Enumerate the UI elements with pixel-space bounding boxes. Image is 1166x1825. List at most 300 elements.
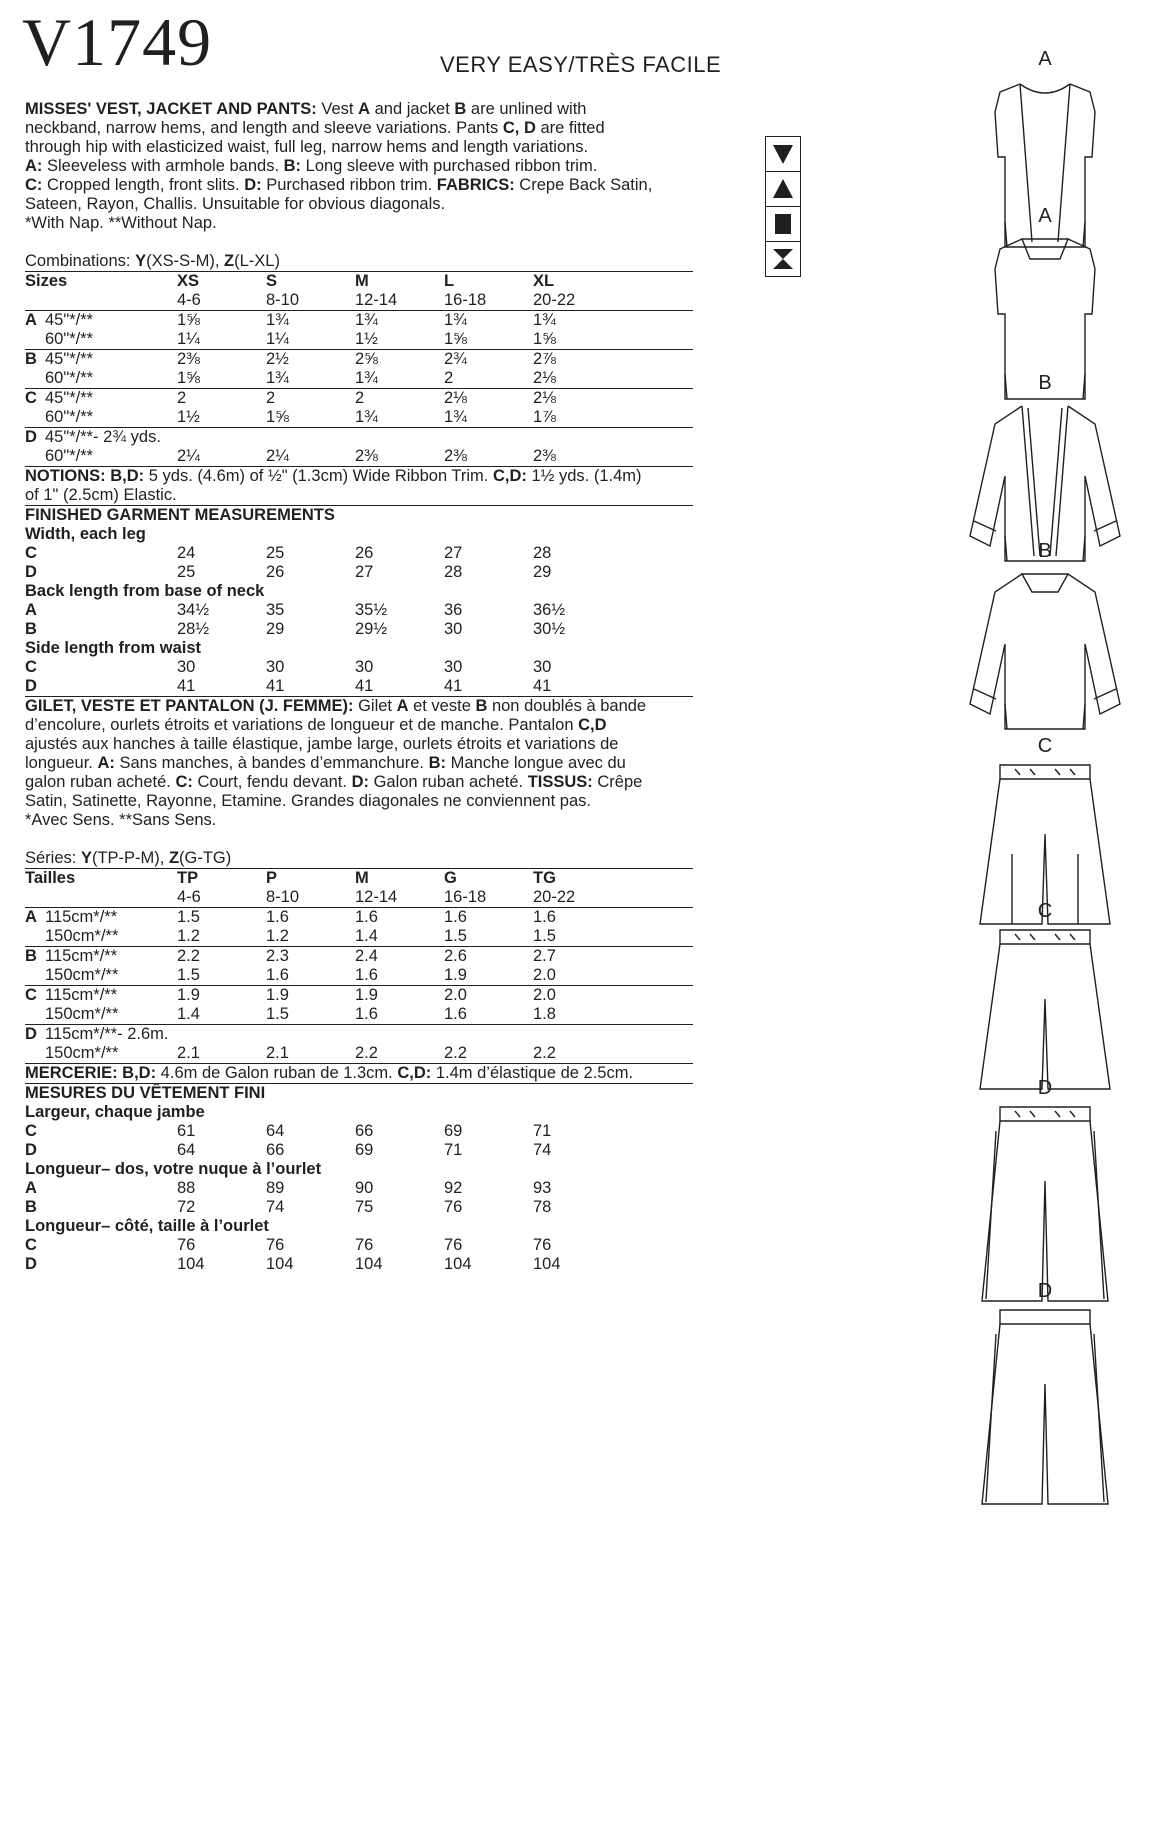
- fabric-width: 115cm*/**: [45, 947, 118, 965]
- yardage-value: 1.5: [266, 1005, 289, 1023]
- yardage-value: 2⅛: [533, 389, 556, 407]
- fr-description-line: [25, 773, 693, 792]
- text-run: neckband, narrow hems, and length and sleeve variations. Pants: [25, 119, 503, 137]
- measurement-value: 41: [533, 677, 552, 695]
- measurement-value: 25: [177, 563, 196, 581]
- size-range: 4-6: [177, 291, 201, 309]
- text-run: MISSES' VEST, JACKET AND PANTS:: [25, 100, 322, 118]
- fr-notions-line: [25, 1064, 693, 1083]
- fabric-width: 150cm*/**: [45, 1044, 119, 1062]
- measurement-row: [25, 658, 693, 677]
- measurement-value: 30: [533, 658, 552, 676]
- yardage-value: 2⅜: [444, 447, 467, 465]
- spacer: [25, 830, 693, 849]
- yardage-value: 1¾: [266, 311, 289, 329]
- text-run: C, D: [502, 119, 536, 137]
- size-range: 8-10: [266, 291, 300, 309]
- text-run: Purchased ribbon trim.: [261, 176, 437, 194]
- yardage-value: 2.0: [533, 966, 556, 984]
- view-letter: C: [25, 658, 37, 676]
- yardage-value: 2.7: [533, 947, 556, 965]
- layout-symbols-box: [765, 136, 801, 277]
- measurement-value: 26: [266, 563, 285, 581]
- measurement-value: 36: [444, 601, 463, 619]
- measurement-title: Width, each leg: [25, 525, 146, 543]
- text-run: A: [396, 697, 409, 715]
- fr-description-line: [25, 792, 693, 811]
- measurement-value: 64: [177, 1141, 196, 1159]
- measurement-value: 41: [266, 677, 285, 695]
- measurement-value: 90: [355, 1179, 374, 1197]
- yardage-value: 2⅝: [355, 350, 378, 368]
- view-letter: C: [25, 544, 37, 562]
- yardage-value: 1.9: [177, 986, 200, 1004]
- en-description-line: [25, 195, 693, 214]
- measurement-value: 76: [266, 1236, 285, 1254]
- hourglass-icon: [766, 242, 800, 276]
- text-run: Gilet: [358, 697, 397, 715]
- arrow-down-icon: [766, 137, 800, 172]
- size-code: TP: [177, 869, 199, 887]
- text-run: (G-TG): [179, 849, 232, 867]
- size-code: XL: [533, 272, 555, 290]
- size-range: 16-18: [444, 291, 487, 309]
- yardage-value: 2¾: [444, 350, 467, 368]
- text-run: D:: [244, 176, 262, 194]
- fabric-width: 60"*/**: [45, 330, 94, 348]
- measurement-title: Longueur– dos, votre nuque à l’ourlet: [25, 1160, 322, 1178]
- measurement-value: 28½: [177, 620, 210, 638]
- sketch-label: A: [1038, 48, 1052, 70]
- measurement-value: 74: [266, 1198, 285, 1216]
- combinations-text: [25, 849, 231, 868]
- size-code: P: [266, 869, 278, 887]
- measurement-heading: [25, 1103, 693, 1122]
- text-run: are unlined with: [466, 100, 587, 118]
- view-letter: D: [25, 1141, 37, 1159]
- view-letter: C: [25, 1122, 37, 1140]
- view-letter: D: [25, 1025, 37, 1043]
- yardage-value: 2.3: [266, 947, 289, 965]
- fabric-width: 115cm*/**: [45, 986, 118, 1004]
- fabric-width: 45"*/**- 2¾ yds.: [45, 428, 161, 446]
- fabric-width: 60"*/**: [45, 369, 94, 387]
- size-range: 4-6: [177, 888, 201, 906]
- measurement-value: 104: [177, 1255, 205, 1273]
- view-letter: D: [25, 677, 37, 695]
- measurement-value: 35½: [355, 601, 388, 619]
- measurement-value: 41: [177, 677, 196, 695]
- yardage-value: 2½: [266, 350, 289, 368]
- yardage-row: [25, 927, 693, 946]
- text-run: B:: [283, 157, 302, 175]
- arrow-up-icon: [766, 172, 800, 207]
- text-run: 1.4m d’élastique de 2.5cm.: [431, 1064, 634, 1082]
- measurement-row: [25, 1198, 693, 1217]
- text-run: *With Nap. **Without Nap.: [25, 214, 217, 232]
- measurements-title: MESURES DU VÊTEMENT FINI: [25, 1084, 266, 1102]
- text-run: C,D:: [492, 467, 527, 485]
- en-description: [25, 100, 693, 233]
- yardage-value: 1.6: [533, 908, 556, 926]
- yardage-row: [25, 947, 693, 966]
- view-letter: B: [25, 620, 37, 638]
- view-letter: B: [25, 947, 37, 965]
- measurement-row: [25, 1255, 693, 1274]
- text-run: Combinations:: [25, 252, 136, 270]
- measurement-value: 27: [444, 544, 463, 562]
- yardage-row: [25, 369, 693, 388]
- view-letter: A: [25, 1179, 37, 1197]
- pattern-number: V1749: [22, 4, 213, 80]
- yardage-row: [25, 447, 693, 466]
- yardage-value: 1½: [177, 408, 200, 426]
- text-run: A: [358, 100, 371, 118]
- yardage-row: [25, 966, 693, 985]
- measurement-value: 69: [355, 1141, 374, 1159]
- yardage-value: 1.9: [266, 986, 289, 1004]
- fabric-width: 150cm*/**: [45, 927, 119, 945]
- fr-combinations: [25, 849, 693, 868]
- yardage-value: 1.6: [444, 1005, 467, 1023]
- yardage-value: 1.9: [355, 986, 378, 1004]
- text-run: B: [475, 697, 488, 715]
- yardage-value: 2.6: [444, 947, 467, 965]
- text-run: MERCERIE: B,D:: [25, 1064, 157, 1082]
- yardage-value: 1.6: [355, 1005, 378, 1023]
- measurement-value: 71: [533, 1122, 552, 1140]
- en-notions-line: [25, 486, 693, 505]
- fr-description-line: [25, 811, 693, 830]
- view-letter: D: [25, 563, 37, 581]
- fr-description-line: [25, 735, 693, 754]
- jacket-back-drawing: [960, 564, 1130, 754]
- yardage-value: 2: [355, 389, 365, 407]
- yardage-row: [25, 1044, 693, 1063]
- fabric-width: 150cm*/**: [45, 1005, 119, 1023]
- fr-description-line: [25, 754, 693, 773]
- measurement-title: Largeur, chaque jambe: [25, 1103, 205, 1121]
- fabric-width: 115cm*/**: [45, 908, 118, 926]
- square-icon: [766, 207, 800, 242]
- yardage-value: 1.9: [444, 966, 467, 984]
- size-code: G: [444, 869, 457, 887]
- size-code: XS: [177, 272, 200, 290]
- text-run: Z: [168, 849, 180, 867]
- measurement-value: 88: [177, 1179, 196, 1197]
- size-range: 20-22: [533, 888, 576, 906]
- measurement-value: 28: [444, 563, 463, 581]
- text-run: C,D: [578, 716, 607, 734]
- yardage-value: 1⅝: [533, 330, 556, 348]
- yardage-row: [25, 389, 693, 408]
- yardage-value: 1.5: [177, 966, 200, 984]
- en-description-line: [25, 157, 693, 176]
- size-code: S: [266, 272, 278, 290]
- view-letter: D: [25, 428, 37, 446]
- measurement-value: 30: [266, 658, 285, 676]
- yardage-value: 1.5: [533, 927, 556, 945]
- text-run: are fitted: [535, 119, 605, 137]
- yardage-value: 1.5: [444, 927, 467, 945]
- yardage-value: 1.4: [177, 1005, 200, 1023]
- text-run: Y: [135, 252, 147, 270]
- measurement-value: 76: [355, 1236, 374, 1254]
- measurement-value: 78: [533, 1198, 552, 1216]
- yardage-value: 1½: [355, 330, 378, 348]
- view-letter: A: [25, 601, 37, 619]
- en-size-codes: [25, 272, 693, 291]
- pants-long-back-drawing: [960, 1304, 1130, 1519]
- text-run: C:: [25, 176, 43, 194]
- yardage-value: 2: [444, 369, 454, 387]
- sketch-label: C: [1037, 900, 1053, 922]
- measurement-heading: [25, 1160, 693, 1179]
- measurement-value: 66: [266, 1141, 285, 1159]
- text-run: C:: [175, 773, 193, 791]
- measurement-row: [25, 1122, 693, 1141]
- text-run: through hip with elasticized waist, full leg, narrow hems and length variations.: [25, 138, 589, 156]
- fabric-width: 150cm*/**: [45, 966, 119, 984]
- measurement-row: [25, 563, 693, 582]
- spacer: [25, 233, 693, 252]
- fr-size-ranges: [25, 888, 693, 907]
- yardage-value: 1⅝: [177, 369, 200, 387]
- measurement-value: 30½: [533, 620, 566, 638]
- size-range: 12-14: [355, 291, 398, 309]
- yardage-value: 2¼: [177, 447, 200, 465]
- yardage-value: 2⅛: [533, 369, 556, 387]
- yardage-value: 1.4: [355, 927, 378, 945]
- yardage-value: 2⅛: [444, 389, 467, 407]
- text-run: *Avec Sens. **Sans Sens.: [25, 811, 217, 829]
- en-description-line: [25, 100, 693, 119]
- en-description-line: [25, 214, 693, 233]
- measurement-value: 41: [444, 677, 463, 695]
- measurement-value: 61: [177, 1122, 196, 1140]
- measurement-title: Side length from waist: [25, 639, 202, 657]
- sketch-label: C: [1037, 735, 1053, 757]
- measurement-row: [25, 1141, 693, 1160]
- view-letter: B: [25, 1198, 37, 1216]
- text-run: 1½ yds. (1.4m): [526, 467, 642, 485]
- yardage-value: 2.2: [533, 1044, 556, 1062]
- measurement-value: 89: [266, 1179, 285, 1197]
- measurement-value: 93: [533, 1179, 552, 1197]
- measurement-value: 36½: [533, 601, 566, 619]
- text-run: Court, fendu devant.: [192, 773, 352, 791]
- yardage-value: 1¾: [444, 311, 467, 329]
- measurement-heading: [25, 582, 693, 601]
- text-run: TISSUS:: [527, 773, 593, 791]
- view-letter: B: [25, 350, 37, 368]
- size-range: 16-18: [444, 888, 487, 906]
- yardage-value: 1.2: [177, 927, 200, 945]
- size-range: 20-22: [533, 291, 576, 309]
- yardage-value: 2.2: [444, 1044, 467, 1062]
- yardage-value: 1.2: [266, 927, 289, 945]
- measurement-value: 104: [355, 1255, 383, 1273]
- yardage-value: 1.6: [355, 966, 378, 984]
- yardage-value: 2¼: [266, 447, 289, 465]
- measurement-value: 71: [444, 1141, 463, 1159]
- combinations-text: [25, 252, 280, 271]
- fr-measurements-title: [25, 1084, 693, 1103]
- yardage-value: 1.6: [444, 908, 467, 926]
- measurement-row: [25, 1179, 693, 1198]
- measurement-heading: [25, 525, 693, 544]
- yardage-value: 2.2: [177, 947, 200, 965]
- measurement-value: 29½: [355, 620, 388, 638]
- yardage-value: 1¾: [266, 369, 289, 387]
- measurement-row: [25, 677, 693, 696]
- yardage-value: 1¾: [444, 408, 467, 426]
- size-code: M: [355, 869, 369, 887]
- size-code: M: [355, 272, 369, 290]
- text-run: Y: [80, 849, 92, 867]
- text-run: NOTIONS: B,D:: [25, 467, 145, 485]
- view-letter: C: [25, 389, 37, 407]
- en-notions: [25, 467, 693, 505]
- size-range: 8-10: [266, 888, 300, 906]
- view-letter: C: [25, 1236, 37, 1254]
- sketch-label: A: [1038, 205, 1052, 227]
- text-run: Crepe Back Satin,: [514, 176, 653, 194]
- yardage-value: 1⅝: [444, 330, 467, 348]
- yardage-value: 2.2: [355, 1044, 378, 1062]
- sizes-label: Sizes: [25, 272, 68, 290]
- yardage-row: [25, 350, 693, 369]
- yardage-value: 1¾: [533, 311, 556, 329]
- text-run: Long sleeve with purchased ribbon trim.: [301, 157, 598, 175]
- text-run: C,D:: [397, 1064, 432, 1082]
- measurement-value: 30: [444, 658, 463, 676]
- yardage-row: [25, 428, 693, 447]
- measurement-row: [25, 544, 693, 563]
- measurement-value: 74: [533, 1141, 552, 1159]
- measurement-value: 72: [177, 1198, 196, 1216]
- text-run: galon ruban acheté.: [25, 773, 176, 791]
- measurement-row: [25, 620, 693, 639]
- fr-notions: [25, 1064, 693, 1083]
- fabric-width: 60"*/**: [45, 447, 94, 465]
- sketch-label: B: [1038, 540, 1052, 562]
- text-run: et veste: [408, 697, 476, 715]
- yardage-value: 2.0: [533, 986, 556, 1004]
- text-run: Crêpe: [592, 773, 643, 791]
- measurement-value: 104: [444, 1255, 472, 1273]
- size-range: 12-14: [355, 888, 398, 906]
- measurement-value: 104: [533, 1255, 561, 1273]
- yardage-value: 1¾: [355, 369, 378, 387]
- yardage-value: 1¼: [266, 330, 289, 348]
- yardage-row: [25, 1025, 693, 1044]
- yardage-value: 1.8: [533, 1005, 556, 1023]
- text-run: and jacket: [370, 100, 455, 118]
- view-letter: C: [25, 986, 37, 1004]
- en-combinations: [25, 252, 693, 271]
- measurement-value: 41: [355, 677, 374, 695]
- sketch-label: D: [1037, 1077, 1053, 1099]
- en-description-line: [25, 176, 693, 195]
- text-run: B: [454, 100, 467, 118]
- en-notions-line: [25, 467, 693, 486]
- yardage-value: 2: [266, 389, 276, 407]
- fabric-width: 45"*/**: [45, 350, 94, 368]
- text-run: Vest: [321, 100, 359, 118]
- fr-description-line: [25, 697, 693, 716]
- text-run: Séries:: [25, 849, 81, 867]
- measurement-value: 26: [355, 544, 374, 562]
- measurement-value: 29: [266, 620, 285, 638]
- yardage-row: [25, 908, 693, 927]
- text-run: non doublés à bande: [487, 697, 647, 715]
- measurement-value: 34½: [177, 601, 210, 619]
- measurement-value: 28: [533, 544, 552, 562]
- en-size-ranges: [25, 291, 693, 310]
- text-run: Sleeveless with armhole bands.: [42, 157, 284, 175]
- en-description-line: [25, 138, 693, 157]
- text-run: Z: [224, 252, 235, 270]
- measurement-value: 104: [266, 1255, 294, 1273]
- sketch-label: D: [1037, 1280, 1053, 1302]
- yardage-value: 2: [177, 389, 187, 407]
- text-run: Satin, Satinette, Rayonne, Etamine. Grandes diagonales ne conviennent pas.: [25, 792, 591, 810]
- fabric-width: 45"*/**: [45, 389, 94, 407]
- yardage-value: 2⅞: [533, 350, 556, 368]
- text-run: d’encolure, ourlets étroits et variations de longueur et de manche. Pantalon: [25, 716, 579, 734]
- measurement-title: Longueur– côté, taille à l’ourlet: [25, 1217, 269, 1235]
- measurement-heading: [25, 1217, 693, 1236]
- text-run: (L-XL): [234, 252, 280, 270]
- text-run: longueur.: [25, 754, 98, 772]
- yardage-value: 1.6: [266, 966, 289, 984]
- measurement-value: 76: [444, 1198, 463, 1216]
- yardage-value: 1¾: [355, 408, 378, 426]
- yardage-value: 1¼: [177, 330, 200, 348]
- difficulty-label: VERY EASY/TRÈS FACILE: [440, 52, 722, 77]
- text-run: (TP-P-M),: [91, 849, 169, 867]
- yardage-row: [25, 408, 693, 427]
- sketch-label: B: [1038, 372, 1052, 394]
- measurement-value: 92: [444, 1179, 463, 1197]
- en-measurements-title: [25, 506, 693, 525]
- text-run: FABRICS:: [436, 176, 515, 194]
- text-run: 4.6m de Galon ruban de 1.3cm.: [156, 1064, 398, 1082]
- text-run: Manche longue avec du: [446, 754, 626, 772]
- fr-description: [25, 697, 693, 830]
- text-run: ajustés aux hanches à taille élastique, jambe large, ourlets étroits et variations de: [25, 735, 619, 753]
- measurement-value: 25: [266, 544, 285, 562]
- measurement-value: 76: [444, 1236, 463, 1254]
- en-description-line: [25, 119, 693, 138]
- measurement-heading: [25, 639, 693, 658]
- measurement-value: 29: [533, 563, 552, 581]
- measurement-value: 75: [355, 1198, 374, 1216]
- text-run: A:: [25, 157, 43, 175]
- measurement-value: 24: [177, 544, 196, 562]
- text-run: Sans manches, à bandes d’emmanchure.: [114, 754, 429, 772]
- measurement-value: 30: [177, 658, 196, 676]
- measurement-value: 30: [355, 658, 374, 676]
- view-letter: D: [25, 1255, 37, 1273]
- measurement-value: 27: [355, 563, 374, 581]
- yardage-value: 1⅝: [177, 311, 200, 329]
- yardage-value: 2⅜: [355, 447, 378, 465]
- fr-size-codes: [25, 869, 693, 888]
- text-run: of 1" (2.5cm) Elastic.: [25, 486, 177, 504]
- yardage-row: [25, 1005, 693, 1024]
